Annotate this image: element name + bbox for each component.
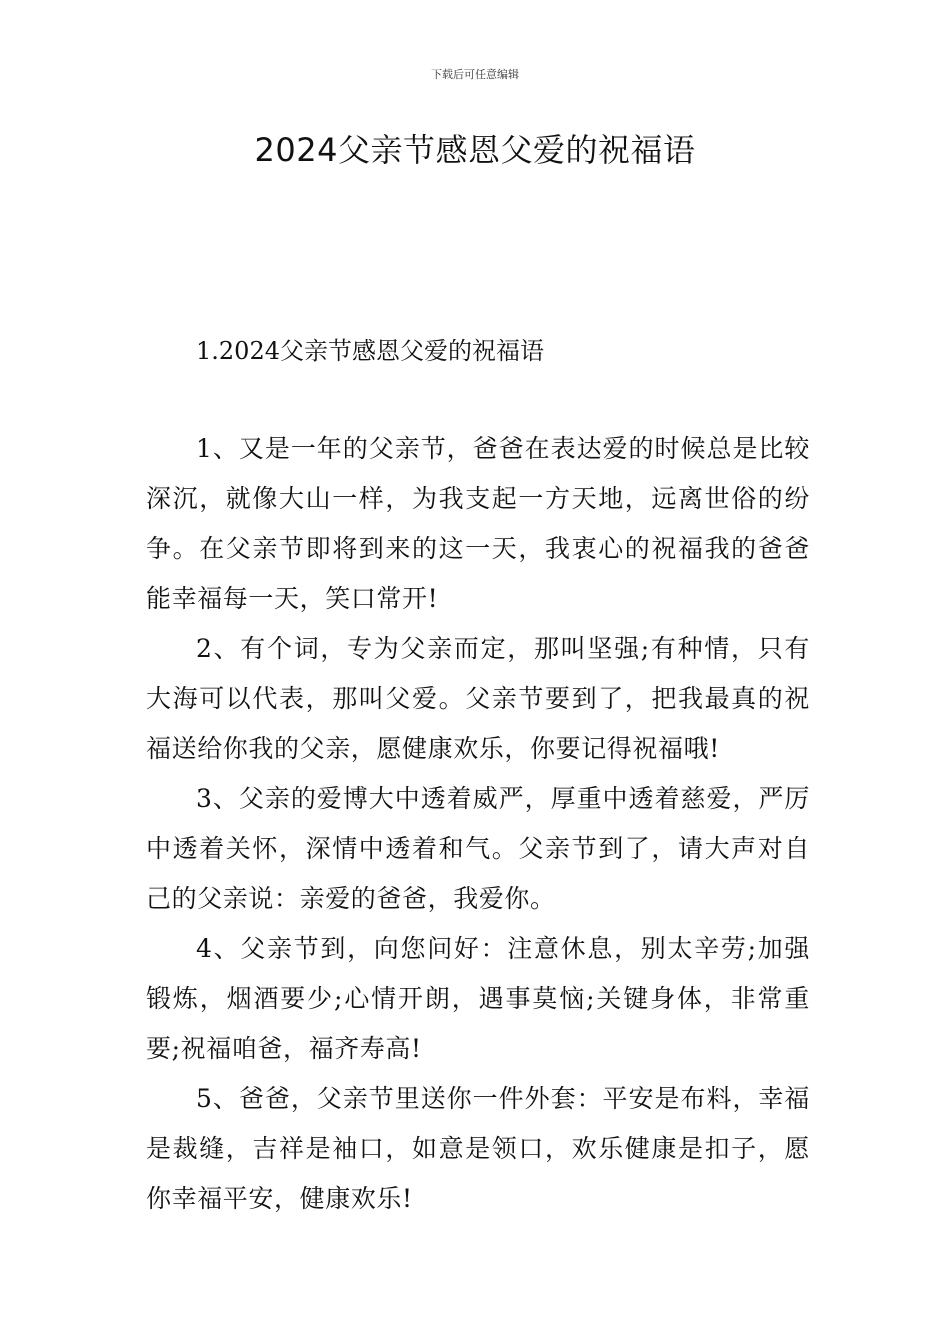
paragraph-1: 1、又是一年的父亲节，爸爸在表达爱的时候总是比较深沉，就像大山一样，为我支起一方天地，远离世俗的纷争。在父亲节即将到来的这一天，我衷心的祝福我的爸爸能幸福每一天，笑口常开! xyxy=(146,434,810,613)
paragraph-3: 3、父亲的爱博大中透着威严，厚重中透着慈爱，严厉中透着关怀，深情中透着和气。父亲节到了，请大声对自己的父亲说：亲爱的爸爸，我爱你。 xyxy=(146,784,810,913)
document-title: 2024父亲节感恩父爱的祝福语 xyxy=(254,131,696,169)
paragraph-5: 5、爸爸，父亲节里送你一件外套：平安是布料，幸福是裁缝，吉祥是袖口，如意是领口，欢乐健康是扣子，愿你幸福平安，健康欢乐! xyxy=(146,1084,810,1213)
header-note: 下载后可任意编辑 xyxy=(431,68,519,81)
paragraph-2: 2、有个词，专为父亲而定，那叫坚强;有种情，只有大海可以代表，那叫父爱。父亲节要到了，把我最真的祝福送给你我的父亲，愿健康欢乐，你要记得祝福哦! xyxy=(146,634,810,763)
section-heading: 1.2024父亲节感恩父爱的祝福语 xyxy=(196,337,544,365)
document-body xyxy=(146,424,810,1224)
paragraph-4: 4、父亲节到，向您问好：注意休息，别太辛劳;加强锻炼，烟酒要少;心情开朗，遇事莫恼;关键身体，非常重要;祝福咱爸，福齐寿高! xyxy=(146,934,810,1063)
